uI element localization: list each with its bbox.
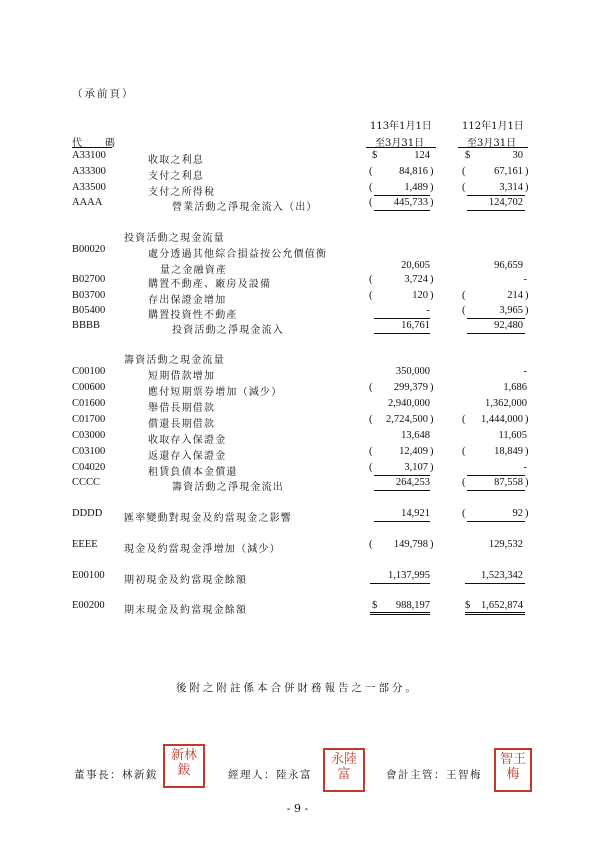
- value-113: 13,648: [401, 430, 430, 441]
- value-113: -: [426, 305, 430, 316]
- row-desc: 匯率變動對現金及約當現金之影響: [124, 513, 292, 524]
- value-113: 16,761: [401, 320, 430, 331]
- accountant-signature: 會計主管：王智梅: [386, 769, 482, 781]
- row-desc: 現金及約當現金淨增加（減少）: [124, 544, 281, 555]
- row-desc-continued: 量之金融資產: [160, 265, 228, 276]
- value-113: 124: [414, 150, 430, 161]
- row-code: E00100: [72, 570, 105, 581]
- row-desc: 應付短期票券增加（減少）: [148, 387, 283, 398]
- value-113: 84,816: [399, 166, 428, 177]
- value-112: 87,558: [494, 477, 523, 488]
- value-112: 92: [512, 508, 523, 519]
- row-desc: 收取存入保證金: [148, 435, 227, 446]
- row-code: B03700: [72, 290, 106, 301]
- value-112: -: [523, 462, 527, 473]
- value-113: 20,605: [401, 260, 430, 271]
- value-112: -: [523, 366, 527, 377]
- row-code: B00020: [72, 244, 106, 255]
- footnote: 後附之附註係本合併財務報告之一部分。: [176, 682, 419, 694]
- row-desc: 投資活動之淨現金流入: [172, 325, 284, 336]
- row-code: EEEE: [72, 539, 98, 550]
- value-113: 12,409: [399, 446, 428, 457]
- row-code: AAAA: [72, 197, 103, 208]
- accountant-seal: 智王梅: [494, 748, 532, 792]
- row-desc: 短期借款增加: [148, 371, 216, 382]
- col1-header-line1: 113年1月1日: [370, 121, 432, 132]
- row-code: C03000: [72, 430, 106, 441]
- row-desc: 支付之利息: [148, 171, 204, 182]
- value-113: 2,724,500: [386, 414, 428, 425]
- row-code: CCCC: [72, 477, 101, 488]
- value-112: 1,652,874: [481, 600, 523, 611]
- row-code: B02700: [72, 274, 106, 285]
- value-112: 3,965: [499, 305, 523, 316]
- row-code: A33100: [72, 150, 106, 161]
- value-113: 3,107: [404, 462, 428, 473]
- row-desc: 籌資活動之淨現金流出: [172, 482, 284, 493]
- value-113: 299,379: [393, 382, 428, 393]
- row-desc: 購置不動產、廠房及設備: [148, 279, 272, 290]
- value-112: 3,314: [499, 182, 523, 193]
- row-desc: 支付之所得稅: [148, 187, 216, 198]
- row-code: C01700: [72, 414, 106, 425]
- value-112: 1,686: [503, 382, 527, 393]
- value-113: 120: [412, 290, 428, 301]
- chairman-signature: 董事長：林新鈸: [74, 769, 158, 781]
- row-code: C00600: [72, 382, 106, 393]
- chairman-seal: 新林鈸: [163, 744, 205, 788]
- page-number: - 9 -: [286, 802, 309, 815]
- value-112: 1,523,342: [481, 570, 523, 581]
- row-code: C00100: [72, 366, 106, 377]
- row-desc: 期末現金及約當現金餘額: [124, 605, 248, 616]
- value-112: 1,362,000: [485, 398, 527, 409]
- row-code: B05400: [72, 305, 106, 316]
- row-desc: 處分透過其他綜合損益按公允價值衡: [148, 249, 328, 260]
- row-desc: 舉借長期借款: [148, 403, 216, 414]
- row-desc: 營業活動之淨現金流入（出）: [172, 202, 318, 213]
- row-code: C03100: [72, 446, 106, 457]
- dollar-sign: $: [465, 150, 471, 161]
- value-112: 11,605: [498, 430, 527, 441]
- col2-header-line2: 至3月31日: [467, 138, 517, 149]
- col2-header-line1: 112年1月1日: [462, 121, 524, 132]
- dollar-sign: $: [372, 600, 378, 611]
- row-code: DDDD: [72, 508, 103, 519]
- row-desc: 存出保證金增加: [148, 295, 227, 306]
- value-112: 1,444,000: [481, 414, 523, 425]
- row-desc: 返還存入保證金: [148, 451, 227, 462]
- section-title-investing: 投資活動之現金流量: [124, 233, 225, 244]
- value-113: 14,921: [401, 508, 430, 519]
- value-113: 264,253: [395, 477, 430, 488]
- code-header: 代 碼: [72, 138, 116, 149]
- value-113: 445,733: [393, 197, 428, 208]
- value-112: 214: [507, 290, 523, 301]
- value-113: 988,197: [395, 600, 430, 611]
- value-113: 1,137,995: [388, 570, 430, 581]
- row-desc: 租賃負債本金償還: [148, 467, 238, 478]
- value-112: 30: [512, 150, 523, 161]
- value-113: 1,489: [404, 182, 428, 193]
- row-code: C01600: [72, 398, 106, 409]
- value-112: 124,702: [488, 197, 523, 208]
- value-113: 350,000: [395, 366, 430, 377]
- row-code: C04020: [72, 462, 106, 473]
- row-code: A33500: [72, 182, 106, 193]
- row-desc: 購置投資性不動產: [148, 310, 238, 321]
- row-desc: 償還長期借款: [148, 419, 216, 430]
- continued-label: （承前頁）: [72, 88, 135, 100]
- value-112: -: [523, 274, 527, 285]
- value-112: 96,659: [494, 260, 523, 271]
- row-code: E00200: [72, 600, 105, 611]
- manager-signature: 經理人：陸永富: [228, 769, 312, 781]
- row-code: A33300: [72, 166, 106, 177]
- row-desc: 收取之利息: [148, 155, 204, 166]
- value-113: 2,940,000: [388, 398, 430, 409]
- value-112: 129,532: [488, 539, 523, 550]
- value-112: 67,161: [494, 166, 523, 177]
- col1-header-line2: 至3月31日: [375, 138, 425, 149]
- value-112: 18,849: [494, 446, 523, 457]
- value-112: 92,480: [494, 320, 523, 331]
- row-code: BBBB: [72, 320, 101, 331]
- dollar-sign: $: [465, 600, 471, 611]
- manager-seal: 永陸富: [323, 748, 365, 792]
- value-113: 149,798: [393, 539, 428, 550]
- dollar-sign: $: [372, 150, 378, 161]
- section-title-financing: 籌資活動之現金流量: [124, 355, 225, 366]
- value-113: 3,724: [404, 274, 428, 285]
- row-desc: 期初現金及約當現金餘額: [124, 575, 248, 586]
